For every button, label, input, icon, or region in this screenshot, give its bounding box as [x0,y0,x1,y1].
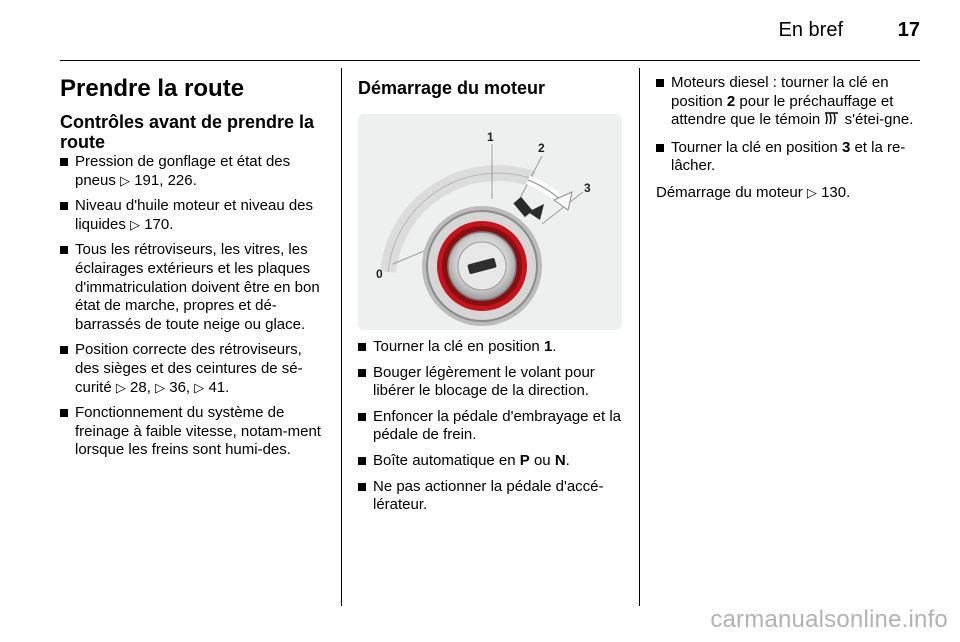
header-title: En bref [778,19,843,41]
column-divider-2 [639,68,640,606]
xref-link[interactable]: 36, [169,378,191,396]
list-item: Tourner la clé en position 1. [358,338,624,357]
checklist [60,153,328,460]
xref-arrow-icon: ▷ [155,379,166,395]
list-item: Bouger légèrement le volant pour libérer le blocage de la direction. [358,364,624,401]
column-divider-1 [341,68,342,606]
xref-link[interactable]: 191, 226. [134,171,197,189]
list-item: Moteurs diesel : tourner la clé en position 2 pour le préchauffage et attendre que le témoin s'étei-gne. [656,74,922,132]
middle-column [358,78,624,522]
page-number: 17 [897,19,920,41]
list-item: Boîte automatique en P ou N. [358,452,624,471]
list-item: Niveau d'huile moteur et niveau des liquides ▷ 170. [60,197,328,234]
xref-arrow-icon: ▷ [194,379,205,395]
list-item: Tous les rétroviseurs, les vitres, les éclairages extérieurs et les plaques d'immatriculation doivent être en bon état de marche, propres et dé-barrassés de toute neige ou glace. [60,241,328,334]
xref-arrow-icon: ▷ [120,172,131,188]
xref-arrow-icon: ▷ [115,379,126,395]
header-rule [60,60,920,61]
xref-link[interactable]: 170. [144,215,174,233]
position-label-1: 1 [487,130,494,144]
xref-link[interactable]: 28, [130,378,151,396]
section-title: Prendre la route [60,75,245,102]
watermark: carmanualsonline.info [710,606,948,633]
xref-link[interactable]: 130. [821,183,851,201]
list-item: Pression de gonflage et état des pneus ▷ 191, 226. [60,153,328,190]
list-item: Ne pas actionner la pédale d'accé-lérateur. [358,478,624,515]
page-header [0,0,960,66]
section-title: Démarrage du moteur [358,78,546,98]
list-item: Fonctionnement du système de freinage à faible vitesse, notam-ment lorsque les freins sont humi-des. [60,404,328,460]
ignition-switch-figure [358,114,622,330]
position-label-3: 3 [584,181,591,195]
xref-link[interactable]: 41. [208,378,230,396]
cross-reference: Démarrage du moteur ▷ 130. [656,183,851,201]
start-steps-list-continued [656,74,922,176]
glow-plug-icon [824,112,840,132]
xref-arrow-icon: ▷ [806,184,817,200]
list-item: Position correcte des rétroviseurs, des sièges et des ceintures de sé-curité ▷ 28, ▷ 36, ▷ 41. [60,341,328,397]
position-label-0: 0 [376,267,383,281]
list-item: Enfoncer la pédale d'embrayage et la pédale de frein. [358,408,624,445]
start-steps-list [358,338,624,515]
list-item: Tourner la clé en position 3 et la re-lâcher. [656,139,922,176]
right-column [656,74,922,203]
subsection-title: Contrôles avant de prendre la route [60,112,315,152]
xref-arrow-icon: ▷ [130,216,141,232]
position-label-2: 2 [538,141,545,155]
left-column [60,74,328,467]
